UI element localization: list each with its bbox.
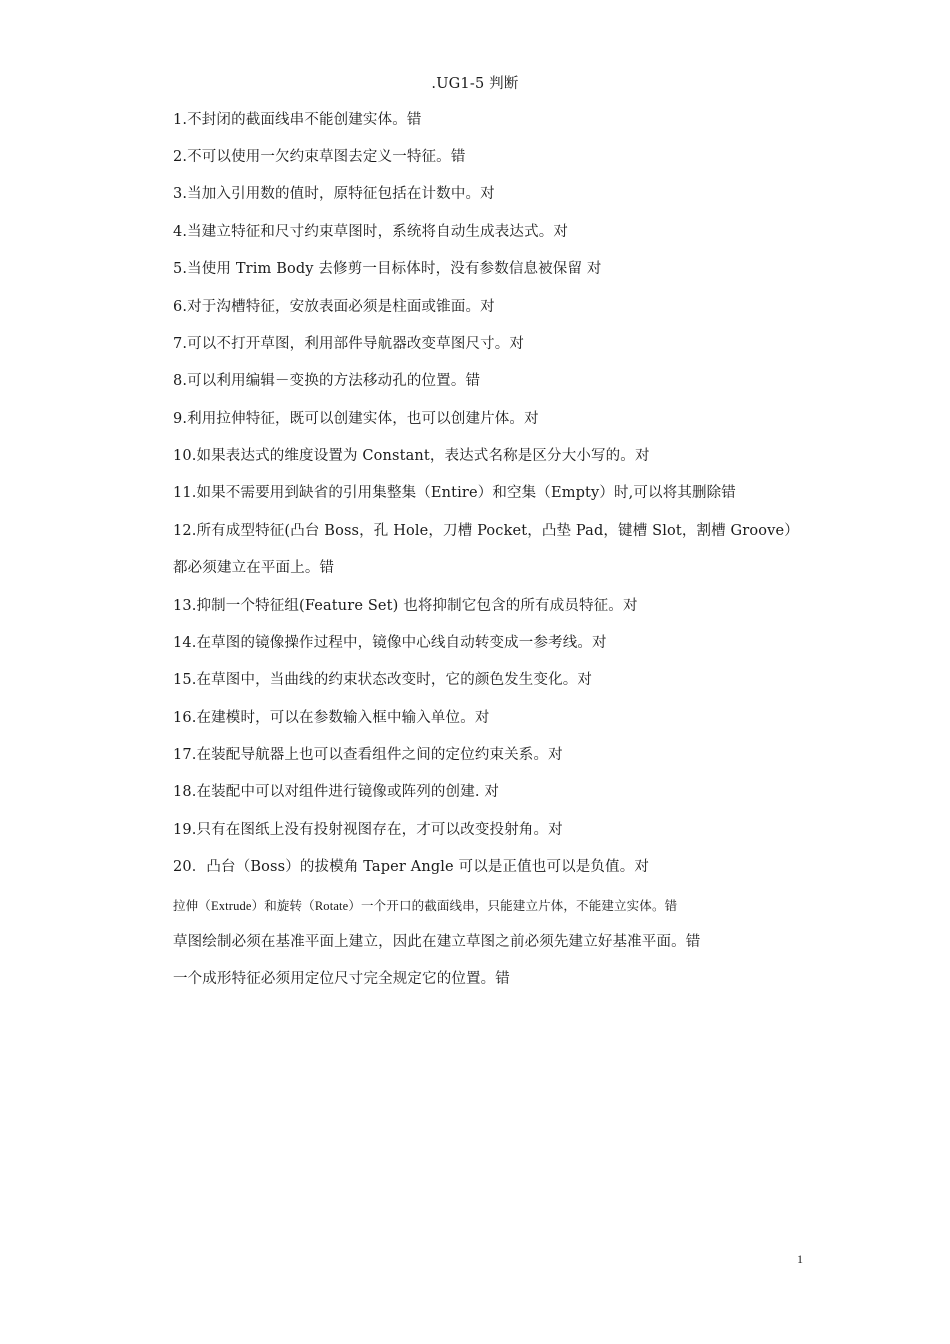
page-number: 1	[797, 1252, 803, 1266]
statement-13: 13.抑制一个特征组(Feature Set) 也将抑制它包含的所有成员特征。对	[173, 598, 638, 614]
statement-21: 拉伸（Extrude）和旋转（Rotate）一个开口的截面线串，只能建立片体，不能建立实体。错	[173, 899, 678, 913]
statement-10: 10.如果表达式的维度设置为 Constant，表达式名称是区分大小写的。对	[173, 448, 650, 464]
statement-3: 3.当加入引用数的值时，原特征包括在计数中。对	[173, 186, 495, 202]
statement-9: 9.利用拉伸特征，既可以创建实体，也可以创建片体。对	[173, 411, 539, 427]
statement-18: 18.在装配中可以对组件进行镜像或阵列的创建. 对	[173, 784, 500, 800]
statement-2: 2.不可以使用一欠约束草图去定义一特征。错	[173, 149, 466, 165]
statement-17: 17.在装配导航器上也可以查看组件之间的定位约束关系。对	[173, 747, 563, 763]
statement-23: 一个成形特征必须用定位尺寸完全规定它的位置。错	[173, 971, 510, 987]
statement-8: 8.可以利用编辑－变换的方法移动孔的位置。错	[173, 373, 481, 389]
statement-20: 20．凸台（Boss）的拔模角 Taper Angle 可以是正值也可以是负值。对	[173, 859, 649, 875]
statement-19: 19.只有在图纸上没有投射视图存在，才可以改变投射角。对	[173, 822, 563, 838]
document-title: .UG1-5 判断	[431, 76, 519, 92]
statement-22: 草图绘制必须在基准平面上建立，因此在建立草图之前必须先建立好基准平面。错	[173, 934, 701, 950]
statement-4: 4.当建立特征和尺寸约束草图时，系统将自动生成表达式。对	[173, 224, 569, 240]
statement-7: 7.可以不打开草图，利用部件导航器改变草图尺寸。对	[173, 336, 525, 352]
statement-5: 5.当使用 Trim Body 去修剪一目标体时，没有参数信息被保留 对	[173, 261, 602, 277]
statement-12-continued: 都必须建立在平面上。错	[173, 560, 335, 576]
statement-14: 14.在草图的镜像操作过程中，镜像中心线自动转变成一参考线。对	[173, 635, 607, 651]
statement-6: 6.对于沟槽特征，安放表面必须是柱面或锥面。对	[173, 299, 495, 315]
statement-11: 11.如果不需要用到缺省的引用集整集（Entire）和空集（Empty）时,可以将其删除错	[173, 485, 736, 501]
statement-15: 15.在草图中，当曲线的约束状态改变时，它的颜色发生变化。对	[173, 672, 593, 688]
statement-12: 12.所有成型特征(凸台 Boss，孔 Hole，刀槽 Pocket，凸垫 Pad，键槽 Slot，割槽 Groove）	[173, 523, 799, 539]
statement-1: 1.不封闭的截面线串不能创建实体。错	[173, 112, 422, 128]
statement-16: 16.在建模时，可以在参数输入框中输入单位。对	[173, 710, 490, 726]
